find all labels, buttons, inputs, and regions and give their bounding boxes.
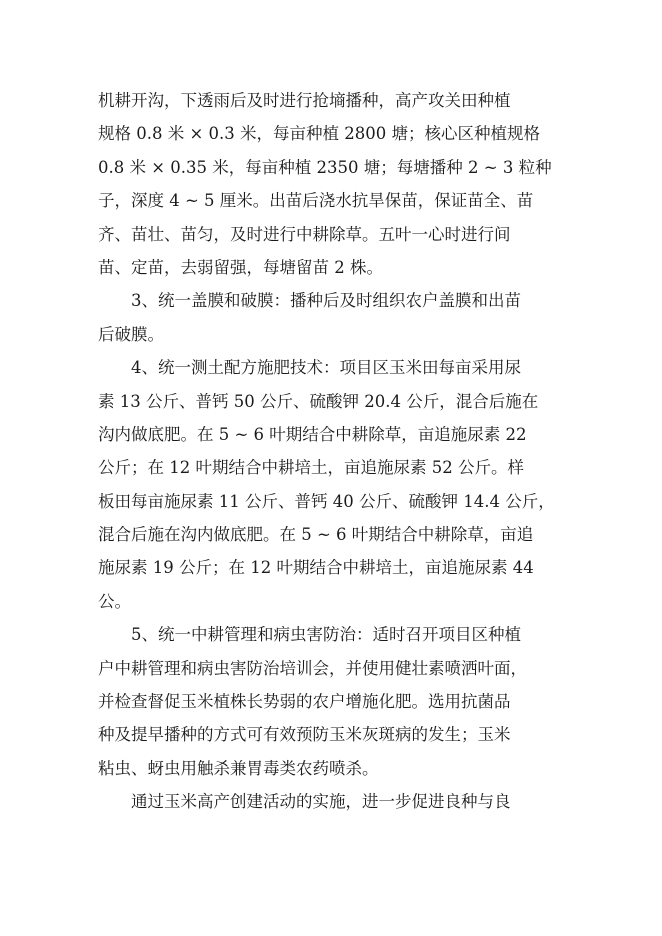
paragraph-planting-continuation	[98, 84, 570, 284]
text-line: 种及提早播种的方式可有效预防玉米灰斑病的发生；玉米	[98, 725, 511, 745]
text-line: 齐、苗壮、苗匀，及时进行中耕除草。五叶一心时进行间	[98, 224, 511, 244]
text-line: 机耕开沟，下透雨后及时进行抢墒播种，高产攻关田种植	[98, 91, 511, 110]
text-line: 3、统一盖膜和破膜：播种后及时组织农户盖膜和出苗	[131, 291, 521, 311]
text-line: 素 13 公斤、普钙 50 公斤、硫酸钾 20.4 公斤，混合后施在	[98, 391, 539, 411]
text-line: 施尿素 19 公斤；在 12 叶期结合中耕培土，亩追施尿素 44	[98, 558, 534, 578]
text-line: 混合后施在沟内做底肥。在 5 ~ 6 叶期结合中耕除草，亩追	[98, 525, 534, 545]
text-line: 通过玉米高产创建活动的实施，进一步促进良种与良	[131, 792, 511, 812]
text-line: 户中耕管理和病虫害防治培训会，并使用健壮素喷洒叶面，	[98, 658, 527, 678]
text-line: 4、统一测土配方施肥技术：项目区玉米田每亩采用尿	[131, 358, 521, 378]
text-line: 粘虫、蚜虫用触杀兼胃毒类农药喷杀。	[98, 758, 379, 778]
text-line: 后破膜。	[98, 324, 164, 344]
text-line: 苗、定苗，去弱留强，每塘留苗 2 株。	[98, 257, 383, 277]
text-line: 并检查督促玉米植株长势弱的农户增施化肥。选用抗菌品	[98, 692, 511, 712]
document-body	[98, 84, 570, 819]
text-line: 5、统一中耕管理和病虫害防治：适时召开项目区种植	[131, 625, 521, 645]
text-line: 子，深度 4 ~ 5 厘米。出苗后浇水抗旱保苗，保证苗全、苗	[98, 191, 534, 211]
text-line: 0.8 米 × 0.35 米，每亩种植 2350 塘；每塘播种 2 ~ 3 粒种	[98, 157, 552, 177]
paragraph-fertilizer	[98, 351, 570, 618]
text-line: 公斤；在 12 叶期结合中耕培土，亩追施尿素 52 公斤。样	[98, 458, 524, 478]
paragraph-mulching	[98, 284, 570, 351]
text-line: 沟内做底肥。在 5 ~ 6 叶期结合中耕除草，亩追施尿素 22	[98, 424, 527, 444]
text-line: 规格 0.8 米 × 0.3 米，每亩种植 2800 塘；核心区种植规格	[98, 124, 541, 144]
paragraph-pest-control	[98, 618, 570, 785]
paragraph-conclusion	[98, 785, 570, 818]
text-line: 公。	[98, 591, 131, 611]
text-line: 板田每亩施尿素 11 公斤、普钙 40 公斤、硫酸钾 14.4 公斤，	[98, 491, 555, 511]
